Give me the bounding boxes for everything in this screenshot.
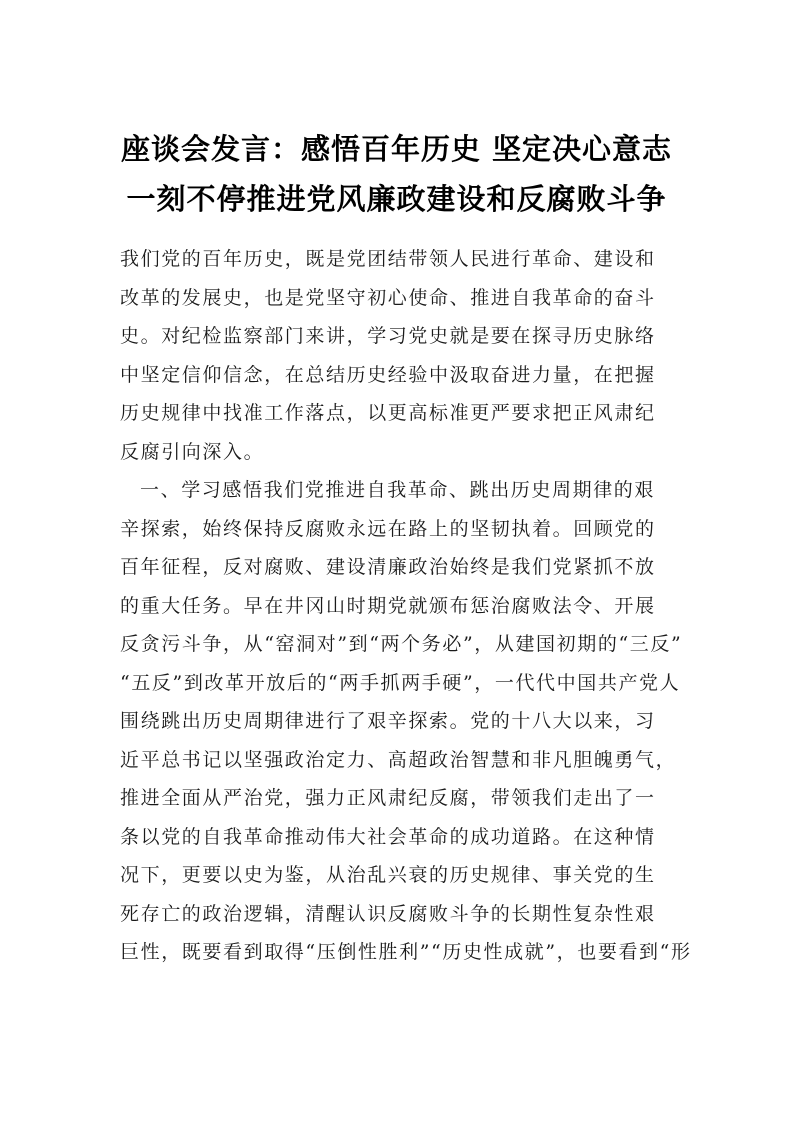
paragraph-1-line: 改革的发展史，也是党坚守初心使命、推进自我革命的奋斗 (120, 286, 656, 309)
paragraph-2-line: 死存亡的政治逻辑，清醒认识反腐败斗争的长期性复杂性艰 (120, 902, 656, 925)
paragraph-1-line: 历史规律中找准工作落点，以更高标准更严要求把正风肃纪 (120, 402, 656, 424)
document-body (120, 240, 692, 972)
paragraph-1-line: 反腐引向深入。 (120, 440, 265, 463)
document-title (100, 124, 693, 224)
paragraph-2-line: 的重大任务。早在井冈山时期党就颁布惩治腐败法令、开展 (120, 594, 656, 617)
paragraph-2-line: 百年征程，反对腐败、建设清廉政治始终是我们党紧抓不放 (120, 556, 656, 578)
paragraph-2-line: 况下，更要以史为鉴，从治乱兴衰的历史规律、事关党的生 (120, 864, 656, 886)
paragraph-2-line: 辛探索，始终保持反腐败永远在路上的坚韧执着。回顾党的 (120, 517, 656, 540)
paragraph-1-line: 我们党的百年历史，既是党团结带领人民进行革命、建设和 (120, 248, 656, 270)
title-line-1: 座谈会发言：感悟百年历史 坚定决心意志 (120, 132, 673, 166)
paragraph-1-line: 中坚定信仰信念，在总结历史经验中汲取奋进力量，在把握 (120, 363, 656, 386)
title-line-2: 一刻不停推进党风廉政建设和反腐败斗争 (126, 182, 667, 216)
paragraph-2-line: “五反”到改革开放后的“两手抓两手硬”，一代代中国共产党人 (120, 671, 681, 694)
paragraph-2-line: 反贪污斗争，从“窑洞对”到“两个务必”，从建国初期的“三反” (120, 633, 683, 655)
paragraph-2-line: 近平总书记以坚强政治定力、高超政治智慧和非凡胆魄勇气， (120, 748, 677, 771)
paragraph-2-line: 推进全面从严治党，强力正风肃纪反腐，带领我们走出了一 (120, 787, 656, 809)
paragraph-2-line: 围绕跳出历史周期律进行了艰辛探索。党的十八大以来，习 (120, 710, 656, 732)
paragraph-1-line: 史。对纪检监察部门来讲，学习党史就是要在探寻历史脉络 (120, 325, 656, 347)
paragraph-2-line: 巨性，既要看到取得“压倒性胜利”“历史性成就”，也要看到“形 (120, 941, 692, 963)
paragraph-2-line: 一、学习感悟我们党推进自我革命、跳出历史周期律的艰 (140, 479, 656, 501)
paragraph-2-line: 条以党的自我革命推动伟大社会革命的成功道路。在这种情 (120, 825, 656, 848)
